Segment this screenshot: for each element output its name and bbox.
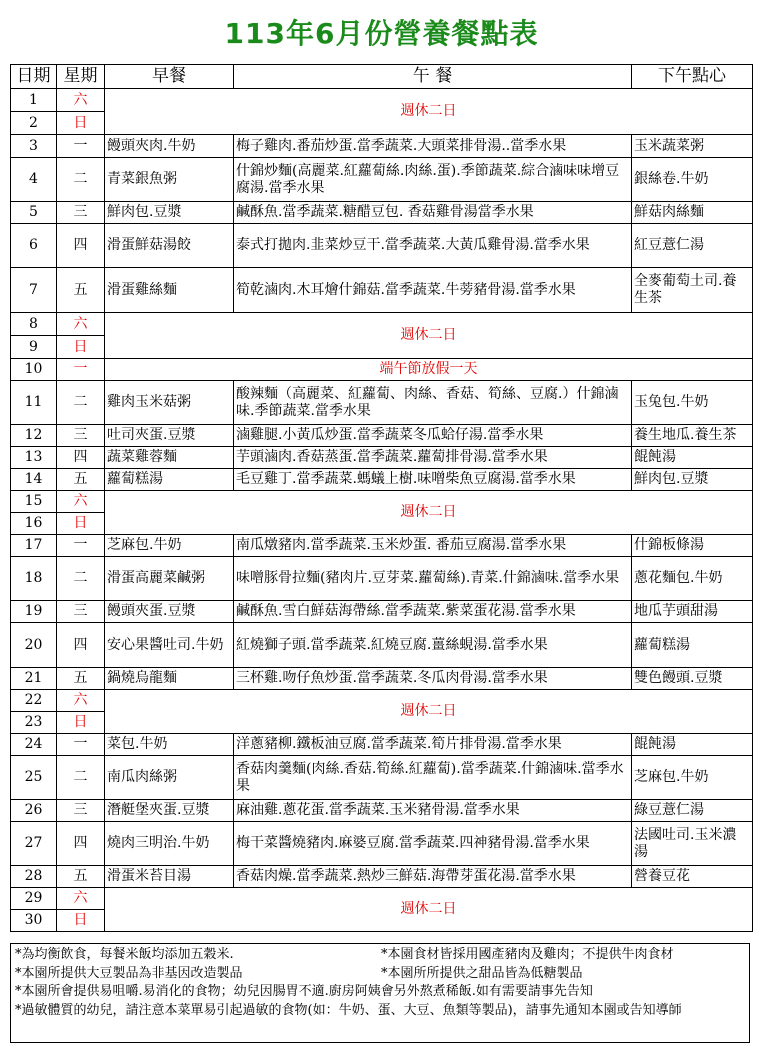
date-cell: 17 (11, 535, 57, 557)
weekday-cell: 二 (57, 381, 105, 425)
table-row (11, 89, 753, 112)
table-row (11, 535, 753, 557)
snack-cell: 餛飩湯 (632, 447, 753, 469)
lunch-cell: 梅干菜醬燒豬肉.麻婆豆腐.當季蔬菜.四神豬骨湯.當季水果 (234, 822, 632, 866)
menu-table (10, 64, 753, 932)
snack-cell: 銀絲卷.牛奶 (632, 158, 753, 202)
breakfast-cell: 鮮肉包.豆漿 (105, 202, 234, 224)
header-lunch: 午 餐 (234, 65, 632, 89)
table-row (11, 202, 753, 224)
table-row (11, 734, 753, 756)
weekday-cell: 五 (57, 469, 105, 491)
breakfast-cell: 饅頭夾肉.牛奶 (105, 135, 234, 158)
weekday-cell: 日 (57, 112, 105, 135)
breakfast-cell: 芝麻包.牛奶 (105, 535, 234, 557)
snack-cell: 養生地瓜.養生茶 (632, 425, 753, 447)
date-cell: 4 (11, 158, 57, 202)
table-row (11, 668, 753, 690)
date-cell: 19 (11, 601, 57, 623)
date-cell: 29 (11, 888, 57, 910)
weekday-cell: 四 (57, 447, 105, 469)
lunch-cell: 芋頭滷肉.香菇蒸蛋.當季蔬菜.蘿蔔排骨湯.當季水果 (234, 447, 632, 469)
table-row (11, 425, 753, 447)
weekday-cell: 三 (57, 601, 105, 623)
weekday-cell: 一 (57, 734, 105, 756)
weekday-cell: 六 (57, 690, 105, 712)
breakfast-cell: 蘿蔔糕湯 (105, 469, 234, 491)
table-row (11, 800, 753, 822)
header-row (11, 65, 753, 89)
weekend-cell: 週休二日 (105, 89, 753, 135)
date-cell: 14 (11, 469, 57, 491)
lunch-cell: 香菇肉羹麵(肉絲.香菇.筍絲.紅蘿蔔).當季蔬菜.什錦滷味.當季水果 (234, 756, 632, 800)
date-cell: 25 (11, 756, 57, 800)
weekday-cell: 五 (57, 668, 105, 690)
note-allergy: *過敏體質的幼兒，請注意本菜單易引起過敏的食物(如：牛奶、蛋、大豆、魚類等製品)，請事先通知本園或告知導師 (15, 1002, 682, 1018)
header-date: 日期 (11, 65, 57, 89)
note-domestic-meat: *本園食材皆採用國產豬肉及雞肉；不提供牛肉食材 (381, 947, 674, 962)
page-title: 113年6月份營養餐點表 (224, 17, 539, 50)
date-cell: 3 (11, 135, 57, 158)
table-row (11, 381, 753, 425)
weekday-cell: 日 (57, 712, 105, 734)
lunch-cell: 三杯雞.吻仔魚炒蛋.當季蔬菜.冬瓜肉骨湯.當季水果 (234, 668, 632, 690)
snack-cell: 玉兔包.牛奶 (632, 381, 753, 425)
weekday-cell: 日 (57, 336, 105, 359)
header-snack: 下午點心 (632, 65, 753, 89)
date-cell: 8 (11, 313, 57, 336)
lunch-cell: 鹹酥魚.當季蔬菜.糖醋豆包. 香菇雞骨湯當季水果 (234, 202, 632, 224)
weekday-cell: 二 (57, 756, 105, 800)
table-row (11, 623, 753, 668)
snack-cell: 什錦板條湯 (632, 535, 753, 557)
table-row (11, 469, 753, 491)
weekday-cell: 一 (57, 135, 105, 158)
weekday-cell: 五 (57, 268, 105, 313)
lunch-cell: 味噌豚骨拉麵(豬肉片.豆芽菜.蘿蔔絲).青菜.什錦滷味.當季水果 (234, 557, 632, 601)
snack-cell: 蔥花麵包.牛奶 (632, 557, 753, 601)
date-cell: 11 (11, 381, 57, 425)
menu-body (11, 89, 753, 932)
date-cell: 15 (11, 491, 57, 513)
weekday-cell: 二 (57, 557, 105, 601)
table-row (11, 866, 753, 888)
lunch-cell: 什錦炒麵(高麗菜.紅蘿蔔絲.肉絲.蛋).季節蔬菜.綜合滷味味增豆腐湯.當季水果 (234, 158, 632, 202)
table-row (11, 822, 753, 866)
table-row (11, 268, 753, 313)
notes-box (10, 943, 750, 1043)
date-cell: 23 (11, 712, 57, 734)
lunch-cell: 紅燒獅子頭.當季蔬菜.紅燒豆腐.薑絲蜆湯.當季水果 (234, 623, 632, 668)
breakfast-cell: 滑蛋鮮菇湯餃 (105, 224, 234, 268)
date-cell: 5 (11, 202, 57, 224)
note-non-gmo: *本園所提供大豆製品為非基因改造製品 (15, 965, 243, 981)
table-row (11, 224, 753, 268)
lunch-cell: 鹹酥魚.雪白鮮菇海帶絲.當季蔬菜.紫菜蛋花湯.當季水果 (234, 601, 632, 623)
date-cell: 9 (11, 336, 57, 359)
table-row (11, 359, 753, 381)
weekday-cell: 日 (57, 513, 105, 535)
breakfast-cell: 鍋燒烏龍麵 (105, 668, 234, 690)
note-easy-digest: *本園所會提供易咀嚼.易消化的食物；幼兒因腸胃不適.廚房阿姨會另外熬煮稀飯.如有需要請事先告知 (15, 984, 593, 999)
snack-cell: 法國吐司.玉米濃湯 (632, 822, 753, 866)
table-row (11, 888, 753, 910)
table-row (11, 601, 753, 623)
weekend-cell: 週休二日 (105, 491, 753, 535)
weekday-cell: 日 (57, 910, 105, 932)
date-cell: 24 (11, 734, 57, 756)
weekday-cell: 六 (57, 313, 105, 336)
weekday-cell: 六 (57, 491, 105, 513)
lunch-cell: 洋蔥豬柳.鐵板油豆腐.當季蔬菜.筍片排骨湯.當季水果 (234, 734, 632, 756)
snack-cell: 全麥葡萄土司.養生茶 (632, 268, 753, 313)
weekday-cell: 六 (57, 89, 105, 112)
lunch-cell: 香菇肉燥.當季蔬菜.熱炒三鮮菇.海帶芽蛋花湯.當季水果 (234, 866, 632, 888)
date-cell: 6 (11, 224, 57, 268)
date-cell: 20 (11, 623, 57, 668)
date-cell: 16 (11, 513, 57, 535)
breakfast-cell: 南瓜肉絲粥 (105, 756, 234, 800)
weekend-cell: 週休二日 (105, 888, 753, 932)
snack-cell: 鮮肉包.豆漿 (632, 469, 753, 491)
weekday-cell: 五 (57, 866, 105, 888)
weekend-cell: 週休二日 (105, 690, 753, 734)
breakfast-cell: 雞肉玉米菇粥 (105, 381, 234, 425)
date-cell: 7 (11, 268, 57, 313)
note-whole-grain: *為均衡飲食，每餐米飯均添加五穀米. (15, 947, 234, 962)
breakfast-cell: 菜包.牛奶 (105, 734, 234, 756)
breakfast-cell: 青菜銀魚粥 (105, 158, 234, 202)
weekday-cell: 二 (57, 158, 105, 202)
weekend-cell: 週休二日 (105, 313, 753, 359)
breakfast-cell: 安心果醬吐司.牛奶 (105, 623, 234, 668)
lunch-cell: 麻油雞.蔥花蛋.當季蔬菜.玉米豬骨湯.當季水果 (234, 800, 632, 822)
table-row (11, 690, 753, 712)
header-breakfast: 早餐 (105, 65, 234, 89)
breakfast-cell: 滑蛋雞絲麵 (105, 268, 234, 313)
breakfast-cell: 潛艇堡夾蛋.豆漿 (105, 800, 234, 822)
table-row (11, 313, 753, 336)
weekday-cell: 三 (57, 202, 105, 224)
note-low-sugar: *本園所所提供之甜品皆為低糖製品 (381, 965, 583, 981)
weekday-cell: 一 (57, 535, 105, 557)
date-cell: 30 (11, 910, 57, 932)
weekday-cell: 一 (57, 359, 105, 381)
lunch-cell: 泰式打拋肉.韭菜炒豆干.當季蔬菜.大黃瓜雞骨湯.當季水果 (234, 224, 632, 268)
date-cell: 2 (11, 112, 57, 135)
snack-cell: 雙色饅頭.豆漿 (632, 668, 753, 690)
header-weekday: 星期 (57, 65, 105, 89)
lunch-cell: 酸辣麵（高麗菜、紅蘿蔔、肉絲、香菇、筍絲、豆腐.）什錦滷味.季節蔬菜.當季水果 (234, 381, 632, 425)
lunch-cell: 筍乾滷肉.木耳燴什錦菇.當季蔬菜.牛蒡豬骨湯.當季水果 (234, 268, 632, 313)
date-cell: 28 (11, 866, 57, 888)
date-cell: 18 (11, 557, 57, 601)
weekday-cell: 四 (57, 623, 105, 668)
snack-cell: 芝麻包.牛奶 (632, 756, 753, 800)
breakfast-cell: 蔬菜雞蓉麵 (105, 447, 234, 469)
weekday-cell: 四 (57, 822, 105, 866)
snack-cell: 綠豆薏仁湯 (632, 800, 753, 822)
holiday-cell: 端午節放假一天 (105, 359, 753, 381)
table-row (11, 491, 753, 513)
weekday-cell: 三 (57, 425, 105, 447)
date-cell: 27 (11, 822, 57, 866)
date-cell: 26 (11, 800, 57, 822)
table-row (11, 158, 753, 202)
lunch-cell: 滷雞腿.小黃瓜炒蛋.當季蔬菜冬瓜蛤仔湯.當季水果 (234, 425, 632, 447)
table-row (11, 135, 753, 158)
lunch-cell: 毛豆雞丁.當季蔬菜.螞蟻上樹.味噌柴魚豆腐湯.當季水果 (234, 469, 632, 491)
date-cell: 22 (11, 690, 57, 712)
breakfast-cell: 吐司夾蛋.豆漿 (105, 425, 234, 447)
breakfast-cell: 滑蛋米苔目湯 (105, 866, 234, 888)
lunch-cell: 南瓜燉豬肉.當季蔬菜.玉米炒蛋. 番茄豆腐湯.當季水果 (234, 535, 632, 557)
snack-cell: 營養豆花 (632, 866, 753, 888)
table-row (11, 756, 753, 800)
date-cell: 12 (11, 425, 57, 447)
breakfast-cell: 饅頭夾蛋.豆漿 (105, 601, 234, 623)
breakfast-cell: 燒肉三明治.牛奶 (105, 822, 234, 866)
snack-cell: 紅豆薏仁湯 (632, 224, 753, 268)
date-cell: 21 (11, 668, 57, 690)
snack-cell: 鮮菇肉絲麵 (632, 202, 753, 224)
weekday-cell: 六 (57, 888, 105, 910)
date-cell: 10 (11, 359, 57, 381)
snack-cell: 玉米蔬菜粥 (632, 135, 753, 158)
snack-cell: 地瓜芋頭甜湯 (632, 601, 753, 623)
date-cell: 13 (11, 447, 57, 469)
date-cell: 1 (11, 89, 57, 112)
table-row (11, 447, 753, 469)
breakfast-cell: 滑蛋高麗菜鹹粥 (105, 557, 234, 601)
weekday-cell: 三 (57, 800, 105, 822)
snack-cell: 餛飩湯 (632, 734, 753, 756)
snack-cell: 蘿蔔糕湯 (632, 623, 753, 668)
table-row (11, 557, 753, 601)
lunch-cell: 梅子雞肉.番茄炒蛋.當季蔬菜.大頭菜排骨湯..當季水果 (234, 135, 632, 158)
weekday-cell: 四 (57, 224, 105, 268)
